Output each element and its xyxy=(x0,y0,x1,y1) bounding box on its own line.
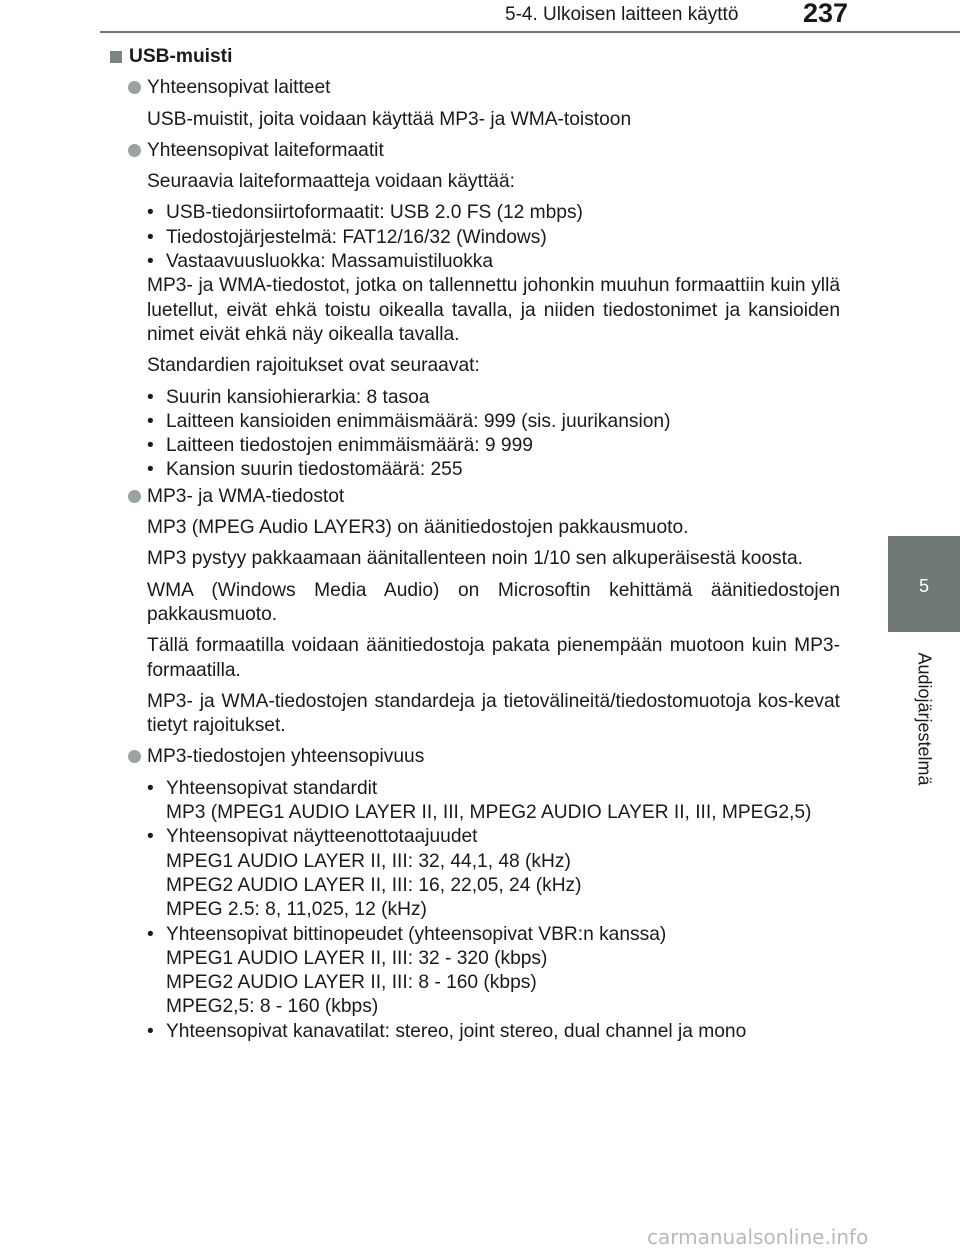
list-item: • Laitteen kansioiden enimmäismäärä: 999 (sis. juurikansion) xyxy=(147,410,840,434)
list-item-detail: MPEG2 AUDIO LAYER II, III: 16, 22,05, 24 (kHz) xyxy=(166,874,582,896)
circle-bullet-icon xyxy=(128,144,141,157)
page-header-title: 5-4. Ulkoisen laitteen käyttö xyxy=(505,4,739,25)
paragraph: Standardien rajoitukset ovat seuraavat: xyxy=(147,355,480,377)
circle-bullet-icon xyxy=(128,750,141,763)
section-title: USB-muisti xyxy=(129,46,233,67)
list-item xyxy=(147,825,840,922)
list-item-detail: MPEG1 AUDIO LAYER II, III: 32 - 320 (kbps) xyxy=(166,947,548,969)
limits-list xyxy=(147,386,840,483)
paragraph: Tällä formaatilla voidaan äänitiedostoja pakata pienempään muotoon kuin MP3-formaatilla. xyxy=(147,635,840,681)
subheading-compatible-formats: Yhteensopivat laiteformaatit xyxy=(128,139,840,163)
circle-bullet-icon xyxy=(128,490,141,503)
chapter-tab xyxy=(888,536,960,632)
paragraph: USB-muistit, joita voidaan käyttää MP3- ja WMA-toistoon xyxy=(147,108,632,130)
list-item xyxy=(147,777,840,826)
list-item-title: • Yhteensopivat standardit xyxy=(166,777,378,799)
list-item-title: • Yhteensopivat bittinopeudet (yhteensopivat VBR:n kanssa) xyxy=(166,923,667,945)
list-item-detail: MPEG 2.5: 8, 11,025, 12 (kHz) xyxy=(166,899,427,921)
circle-bullet-icon xyxy=(128,81,141,94)
list-item-detail: MPEG2 AUDIO LAYER II, III: 8 - 160 (kbps) xyxy=(166,972,537,994)
subheading-mp3-compatibility: MP3-tiedostojen yhteensopivuus xyxy=(128,745,840,769)
chapter-label: Audiojärjestelmä xyxy=(914,652,935,786)
square-bullet-icon xyxy=(110,51,122,63)
compatibility-list xyxy=(147,777,840,1044)
list-item: • Suurin kansiohierarkia: 8 tasoa xyxy=(147,386,840,410)
paragraph: MP3 pystyy pakkaamaan äänitallenteen noin 1/10 sen alkuperäisestä koosta. xyxy=(147,548,803,570)
subheading-compatible-devices: Yhteensopivat laitteet xyxy=(128,76,840,100)
page-content xyxy=(110,45,840,1044)
paragraph: WMA (Windows Media Audio) on Microsoftin kehittämä äänitiedostojen pakkausmuoto. xyxy=(147,579,840,625)
list-item: • Laitteen tiedostojen enimmäismäärä: 9 999 xyxy=(147,434,840,458)
paragraph: MP3 (MPEG Audio LAYER3) on äänitiedostojen pakkausmuoto. xyxy=(147,517,689,539)
list-item-detail: MP3 (MPEG1 AUDIO LAYER II, III, MPEG2 AUDIO LAYER II, III, MPEG2,5) xyxy=(166,802,812,824)
list-item xyxy=(147,923,840,1020)
list-item: • Vastaavuusluokka: Massamuistiluokka xyxy=(147,250,840,274)
list-item-detail: MPEG1 AUDIO LAYER II, III: 32, 44,1, 48 (kHz) xyxy=(166,850,571,872)
chapter-number: 5 xyxy=(918,576,929,596)
watermark: carmanualsonline.info xyxy=(647,1225,869,1249)
list-item: • USB-tiedonsiirtoformaatit: USB 2.0 FS (12 mbps) xyxy=(147,201,840,225)
subheading-mp3-wma-files: MP3- ja WMA-tiedostot xyxy=(128,485,840,509)
page-number: 237 xyxy=(803,0,849,28)
header-divider xyxy=(100,31,960,33)
list-item-title: • Yhteensopivat näytteenottotaajuudet xyxy=(166,826,478,848)
paragraph: Seuraavia laiteformaatteja voidaan käyttää: xyxy=(147,171,515,193)
section-heading xyxy=(110,45,840,69)
list-item-detail: MPEG2,5: 8 - 160 (kbps) xyxy=(166,996,379,1018)
paragraph: MP3- ja WMA-tiedostot, jotka on tallennettu johonkin muuhun formaattiin kuin yllä luetellut, eivät ehkä toistu oikealla tavalla, ja niiden tiedostonimet ja kansioiden nimet eivät ehkä näy oikealla tavalla. xyxy=(147,275,840,345)
list-item: • Yhteensopivat kanavatilat: stereo, joint stereo, dual channel ja mono xyxy=(147,1020,840,1044)
format-list xyxy=(147,201,840,274)
list-item: • Kansion suurin tiedostomäärä: 255 xyxy=(147,458,840,482)
paragraph: MP3- ja WMA-tiedostojen standardeja ja tietovälineitä/tiedostomuotoja kos-kevat tietyt rajoitukset. xyxy=(147,690,840,737)
list-item: • Tiedostojärjestelmä: FAT12/16/32 (Windows) xyxy=(147,226,840,250)
